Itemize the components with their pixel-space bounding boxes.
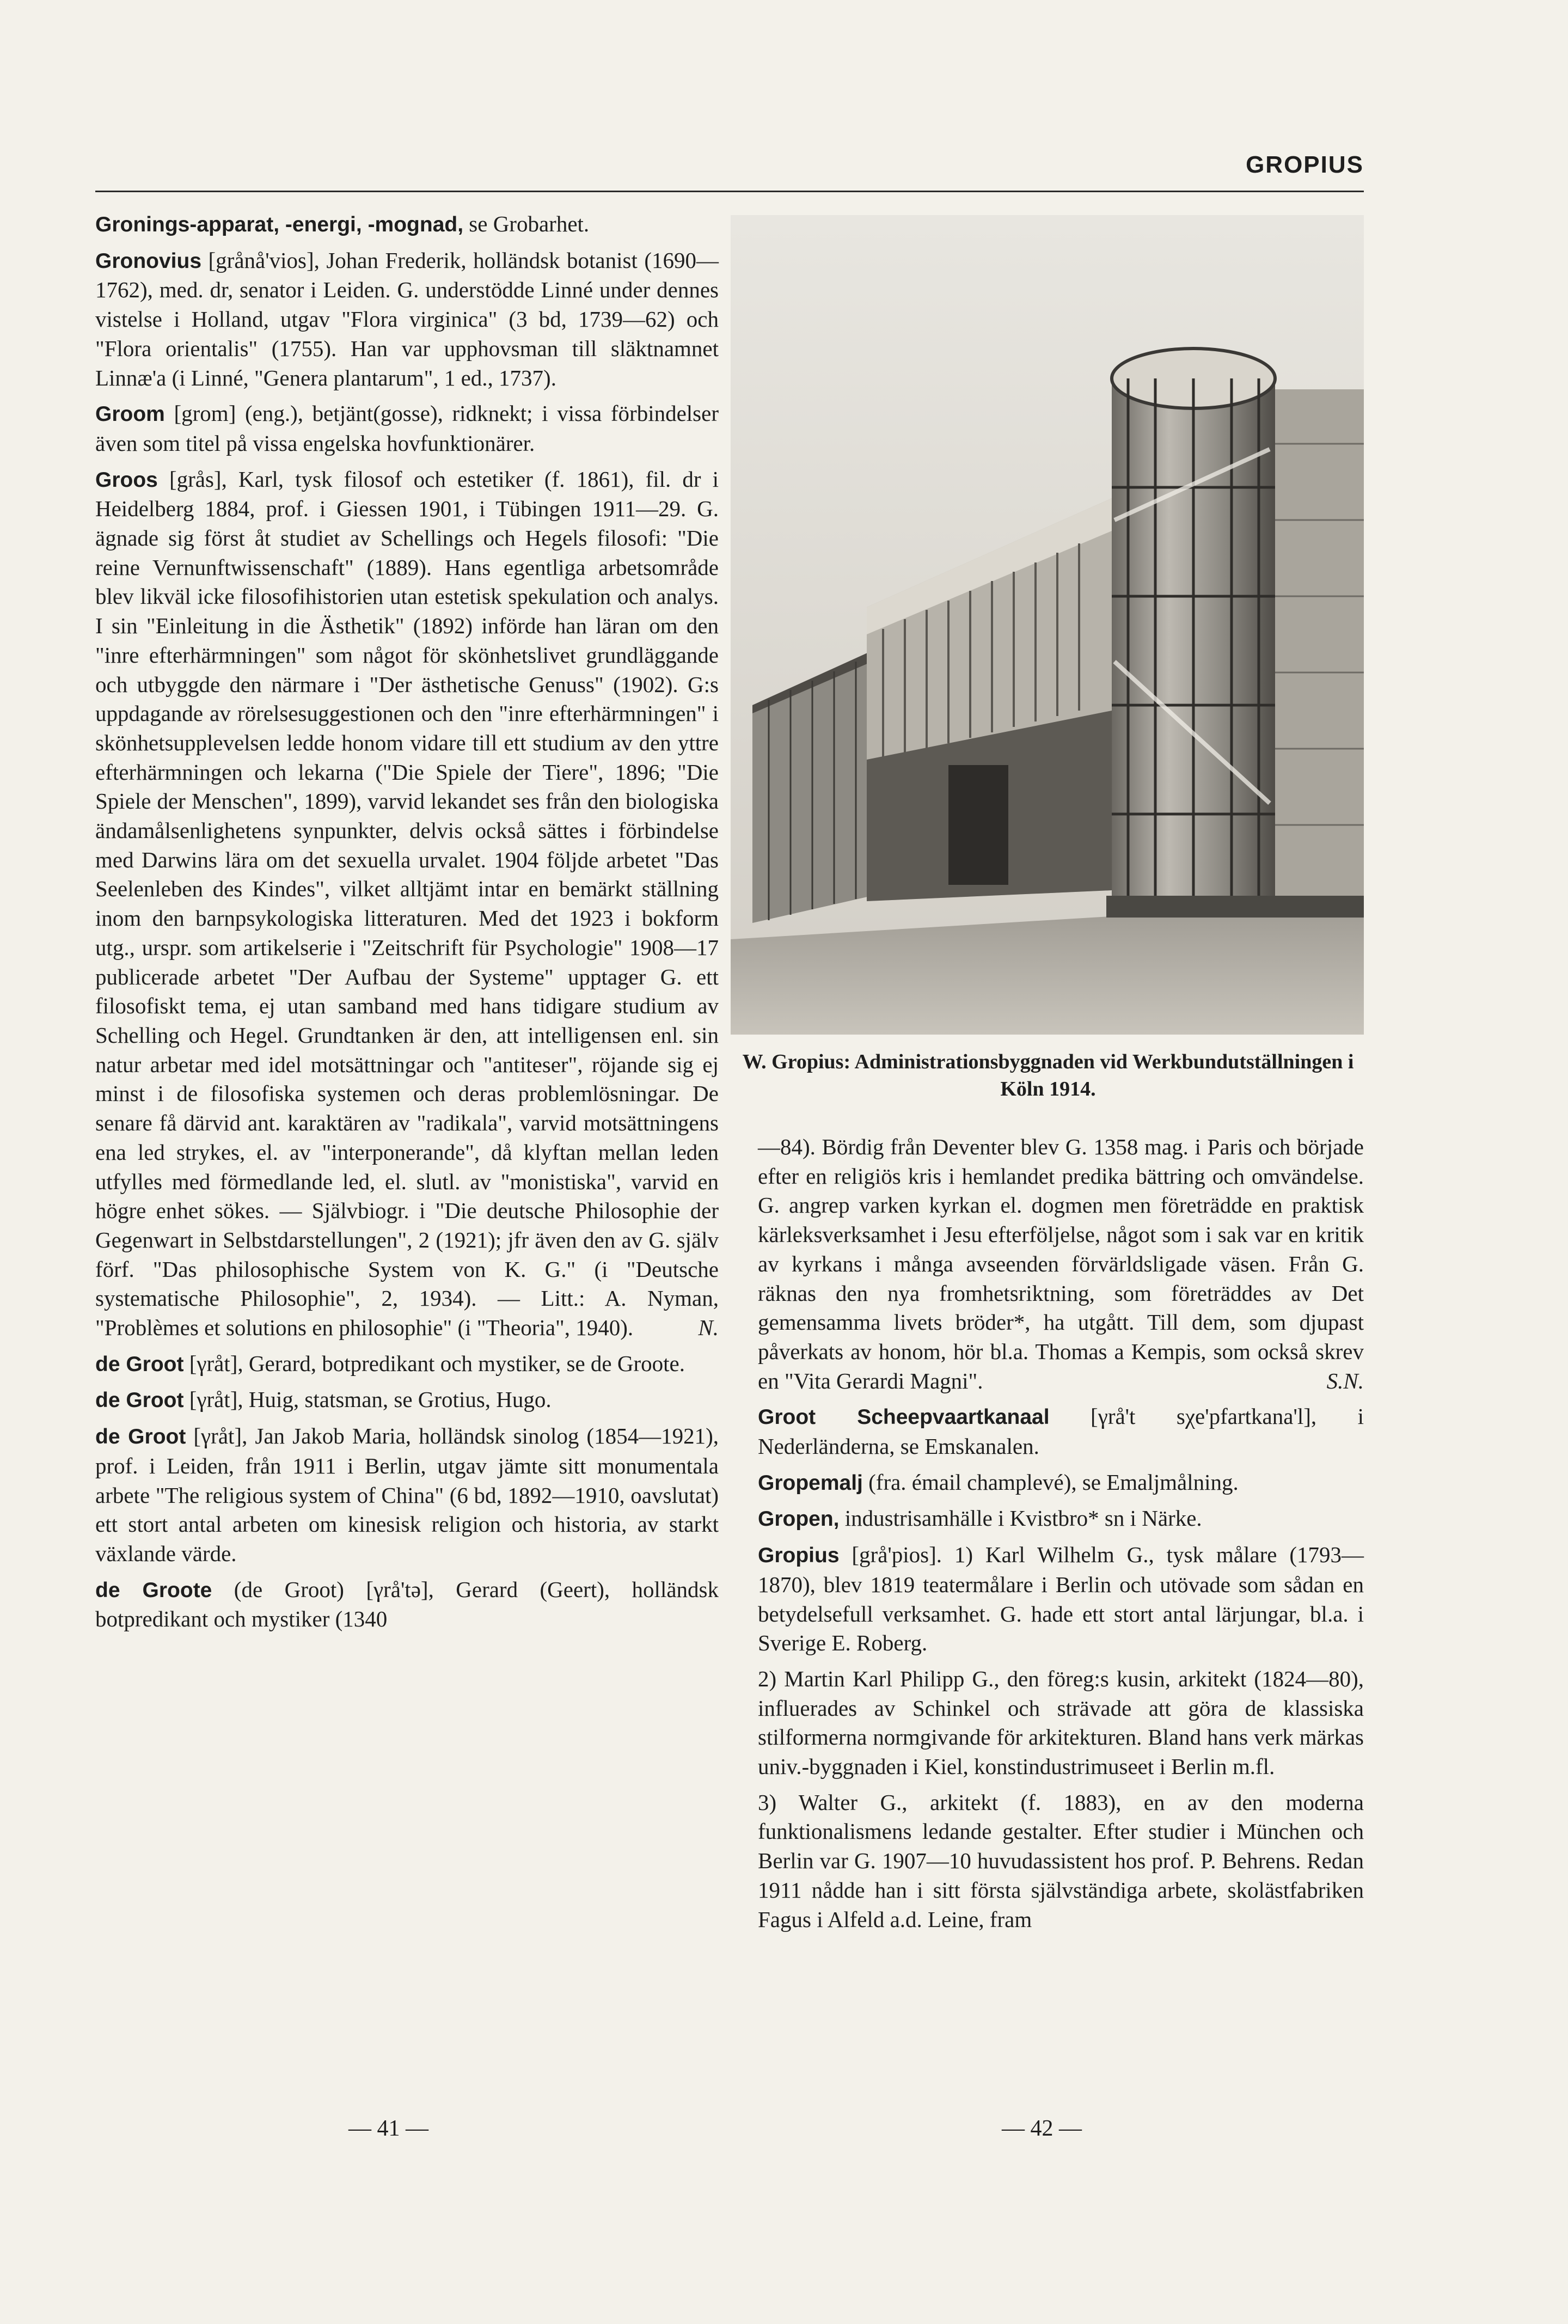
entry-text: se Grobarhet. xyxy=(463,211,590,236)
entry xyxy=(95,246,719,393)
entry-text: 2) Martin Karl Philipp G., den föreg:s kusin, arkitekt (1824—80), influerades av Schinkel och strävade att göra de klassiska stilformerna normgivande för arkitekturen. Bland hans verk märkas univ.-byggnaden i Kiel, konstindustrimuseet i Berlin m.fl. xyxy=(758,1666,1364,1779)
building-photo xyxy=(731,215,1364,1035)
headword: Gropius xyxy=(758,1544,840,1568)
entry xyxy=(95,1385,719,1415)
building-illustration xyxy=(731,215,1364,1035)
author-signature: S.N. xyxy=(1326,1368,1364,1393)
entry xyxy=(95,1349,719,1379)
entry xyxy=(95,399,719,458)
left-column xyxy=(95,210,719,1641)
headword: Gropen, xyxy=(758,1507,840,1531)
photo-caption: W. Gropius: Administrationsbyggnaden vid Werkbundutställningen i Köln 1914. xyxy=(742,1050,1354,1100)
entry-text: industrisamhälle i Kvistbro* sn i Närke. xyxy=(839,1506,1202,1531)
header-rule xyxy=(95,191,1364,192)
entry-text: (de Groot) [γrå'tə], Gerard (Geert), holländsk botpredikant och mystiker (1340 xyxy=(95,1576,719,1632)
entry xyxy=(758,1402,1364,1461)
entry xyxy=(95,1422,719,1569)
headword: Gronings-apparat, -energi, -mognad, xyxy=(95,213,464,236)
entry-text: (fra. émail champlevé), se Emaljmålning. xyxy=(862,1469,1239,1495)
entry-text: [grå'pios]. 1) Karl Wilhelm G., tysk målare (1793—1870), blev 1819 teatermålare i Berlin och utövade som sådan en betydelsefull verksamhet. G. hade ett stort antal lärjungar, bl.a. i Sverige E. Roberg. xyxy=(758,1542,1364,1656)
entry-text: [grom] (eng.), betjänt(gosse), ridknekt; i vissa förbindelser även som titel på vissa engelska hovfunktionärer. xyxy=(95,401,719,456)
page-number-left: — 41 — xyxy=(348,2116,428,2141)
entry xyxy=(95,1575,719,1634)
author-signature: N. xyxy=(698,1315,719,1341)
entry xyxy=(758,1665,1364,1782)
entry xyxy=(95,465,719,1343)
right-column xyxy=(758,1133,1364,1941)
running-head: GROPIUS xyxy=(1246,151,1364,178)
headword: de Groote xyxy=(95,1578,212,1602)
entry xyxy=(758,1133,1364,1396)
entry-text: [γråt], Gerard, botpredikant och mystiker, se de Groote. xyxy=(183,1350,685,1376)
entry-text: [γråt], Huig, statsman, se Grotius, Hugo. xyxy=(183,1387,552,1412)
entry-text: [grånå'vios], Johan Frederik, holländsk botanist (1690—1762), med. dr, senator i Leiden. G. understödde Linné under dennes vistelse i Holland, utgav "Flora virginica" (3 bd, 1739—62) och "Flora orientalis" (1755). Han var upphovsman till släktnamnet Linnæ'a (i Linné, "Genera plantarum", 1 ed., 1737). xyxy=(95,247,719,390)
entry xyxy=(95,210,719,240)
entry xyxy=(758,1504,1364,1534)
headword: de Groot xyxy=(95,1352,184,1376)
headword: de Groot xyxy=(95,1389,184,1412)
entry-text: —84). Bördig från Deventer blev G. 1358 mag. i Paris och började efter en religiös kris i hemlandet predika bättring och omvändelse. G. angrep varken kyrkan el. dogmen men företrädde en praktisk kärleksverksamhet i Jesu efterföljelse, något som i sak var en kritik av kyrkans i många avseenden förvärldsligade väsen. Från G. räknas den nya fromhetsriktning, som företräddes av Det gemensamma livets bröder*, ha utgått. Till dem, som djupast påverkats av honom, hör bl.a. Thomas a Kempis, som också skrev en "Vita Gerardi Magni". xyxy=(758,1134,1364,1393)
page-number-right: — 42 — xyxy=(1002,2116,1082,2141)
entry-text: [γråt], Jan Jakob Maria, holländsk sinolog (1854—1921), prof. i Leiden, från 1911 i Berlin, utgav jämte sitt monumentala arbete "The religious system of China" (6 bd, 1892—1910, oavslutat) ett stort antal arbeten om kinesisk religion och historia, av starkt växlande värde. xyxy=(95,1423,719,1566)
entry xyxy=(758,1540,1364,1658)
entry-text: 3) Walter G., arkitekt (f. 1883), en av den moderna funktionalismens ledande gestalter. Efter studier i München och Berlin var G. 1907—10 huvudassistent hos prof. P. Behrens. Redan 1911 nådde han i sitt första självständiga arbete, skolästfabriken Fagus i Alfeld a.d. Leine, fram xyxy=(758,1789,1364,1932)
headword: Gropemalj xyxy=(758,1471,863,1495)
headword: Gronovius xyxy=(95,249,202,273)
entry xyxy=(758,1468,1364,1498)
entry-text: [grås], Karl, tysk filosof och estetiker (f. 1861), fil. dr i Heidelberg 1884, prof. i Giessen 1901, i Tübingen 1911—29. G. ägnade sig först åt studiet av Schellings och Hegels filosofi: "Die reine Vernunftwissenschaft" (1889). Hans egentliga arbetsområde blev likväl icke filosofihistorien utan estetisk spekulation och analys. I sin "Einleitung in die Ästhetik" (1892) införde han läran om den "inre efterhärmningen" som något för skönhetslivet grundläggande och utbyggde den närmare i "Der ästhetische Genuss" (1902). G:s uppdagande av rörelsesuggestionen och den "inre efterhärmningen" i skönhetsupplevelsen ledde honom vidare till ett studium av den yttre efterhärmningen och lekarna ("Die Spiele der Tiere", 1896; "Die Spiele der Menschen", 1899), varvid lekandet ses från den biologiska ändamålsenlighetens synpunkter, delvis också sättes i förbindelse med Darwins lära om det sexuella urvalet. 1904 följde arbetet "Das Seelenleben des Kindes", vilket alltjämt intar en bemärkt ställning inom den barnpsykologiska litteraturen. Med det 1923 i bokform utg., urspr. som artikelserie i "Zeitschrift für Psychologie" 1908—17 publicerade arbetet "Der Aufbau der Systeme" upptager G. ett filosofiskt tema, ej utan samband med hans tidigare studium av Schelling och Hegel. Grundtanken är den, att intelligensen enl. sin natur arbetar med idel motsättningar och "antiteser", röjande sig ej minst i de filosofiska systemen och deras problemlösningar. De senare få därvid ant. karaktären av "radikala", varvid motsättningens ena led strykes, el. av "interponerande", då klyftan mellan leden utfylles med förmedlande led, el. slutl. av "monistiska", varvid en högre enhet sökes. — Självbiogr. i "Die deutsche Philosophie der Gegenwart in Selbstdarstellungen", 2 (1921); jfr även den av G. själv förf. "Das philosophische System von K. G." (i "Deutsche systematische Philosophie", 2, 1934). — Litt.: A. Nyman, "Problèmes et solutions en philosophie" (i "Theoria", 1940). xyxy=(95,466,719,1341)
entry xyxy=(758,1788,1364,1935)
headword: Groos xyxy=(95,468,158,492)
headword: de Groot xyxy=(95,1425,186,1449)
headword: Groot Scheepvaartkanaal xyxy=(758,1405,1050,1429)
headword: Groom xyxy=(95,402,165,426)
entry-text: [γrå't sχe'pfartkana'l], i Nederländerna, se Emskanalen. xyxy=(758,1404,1364,1459)
